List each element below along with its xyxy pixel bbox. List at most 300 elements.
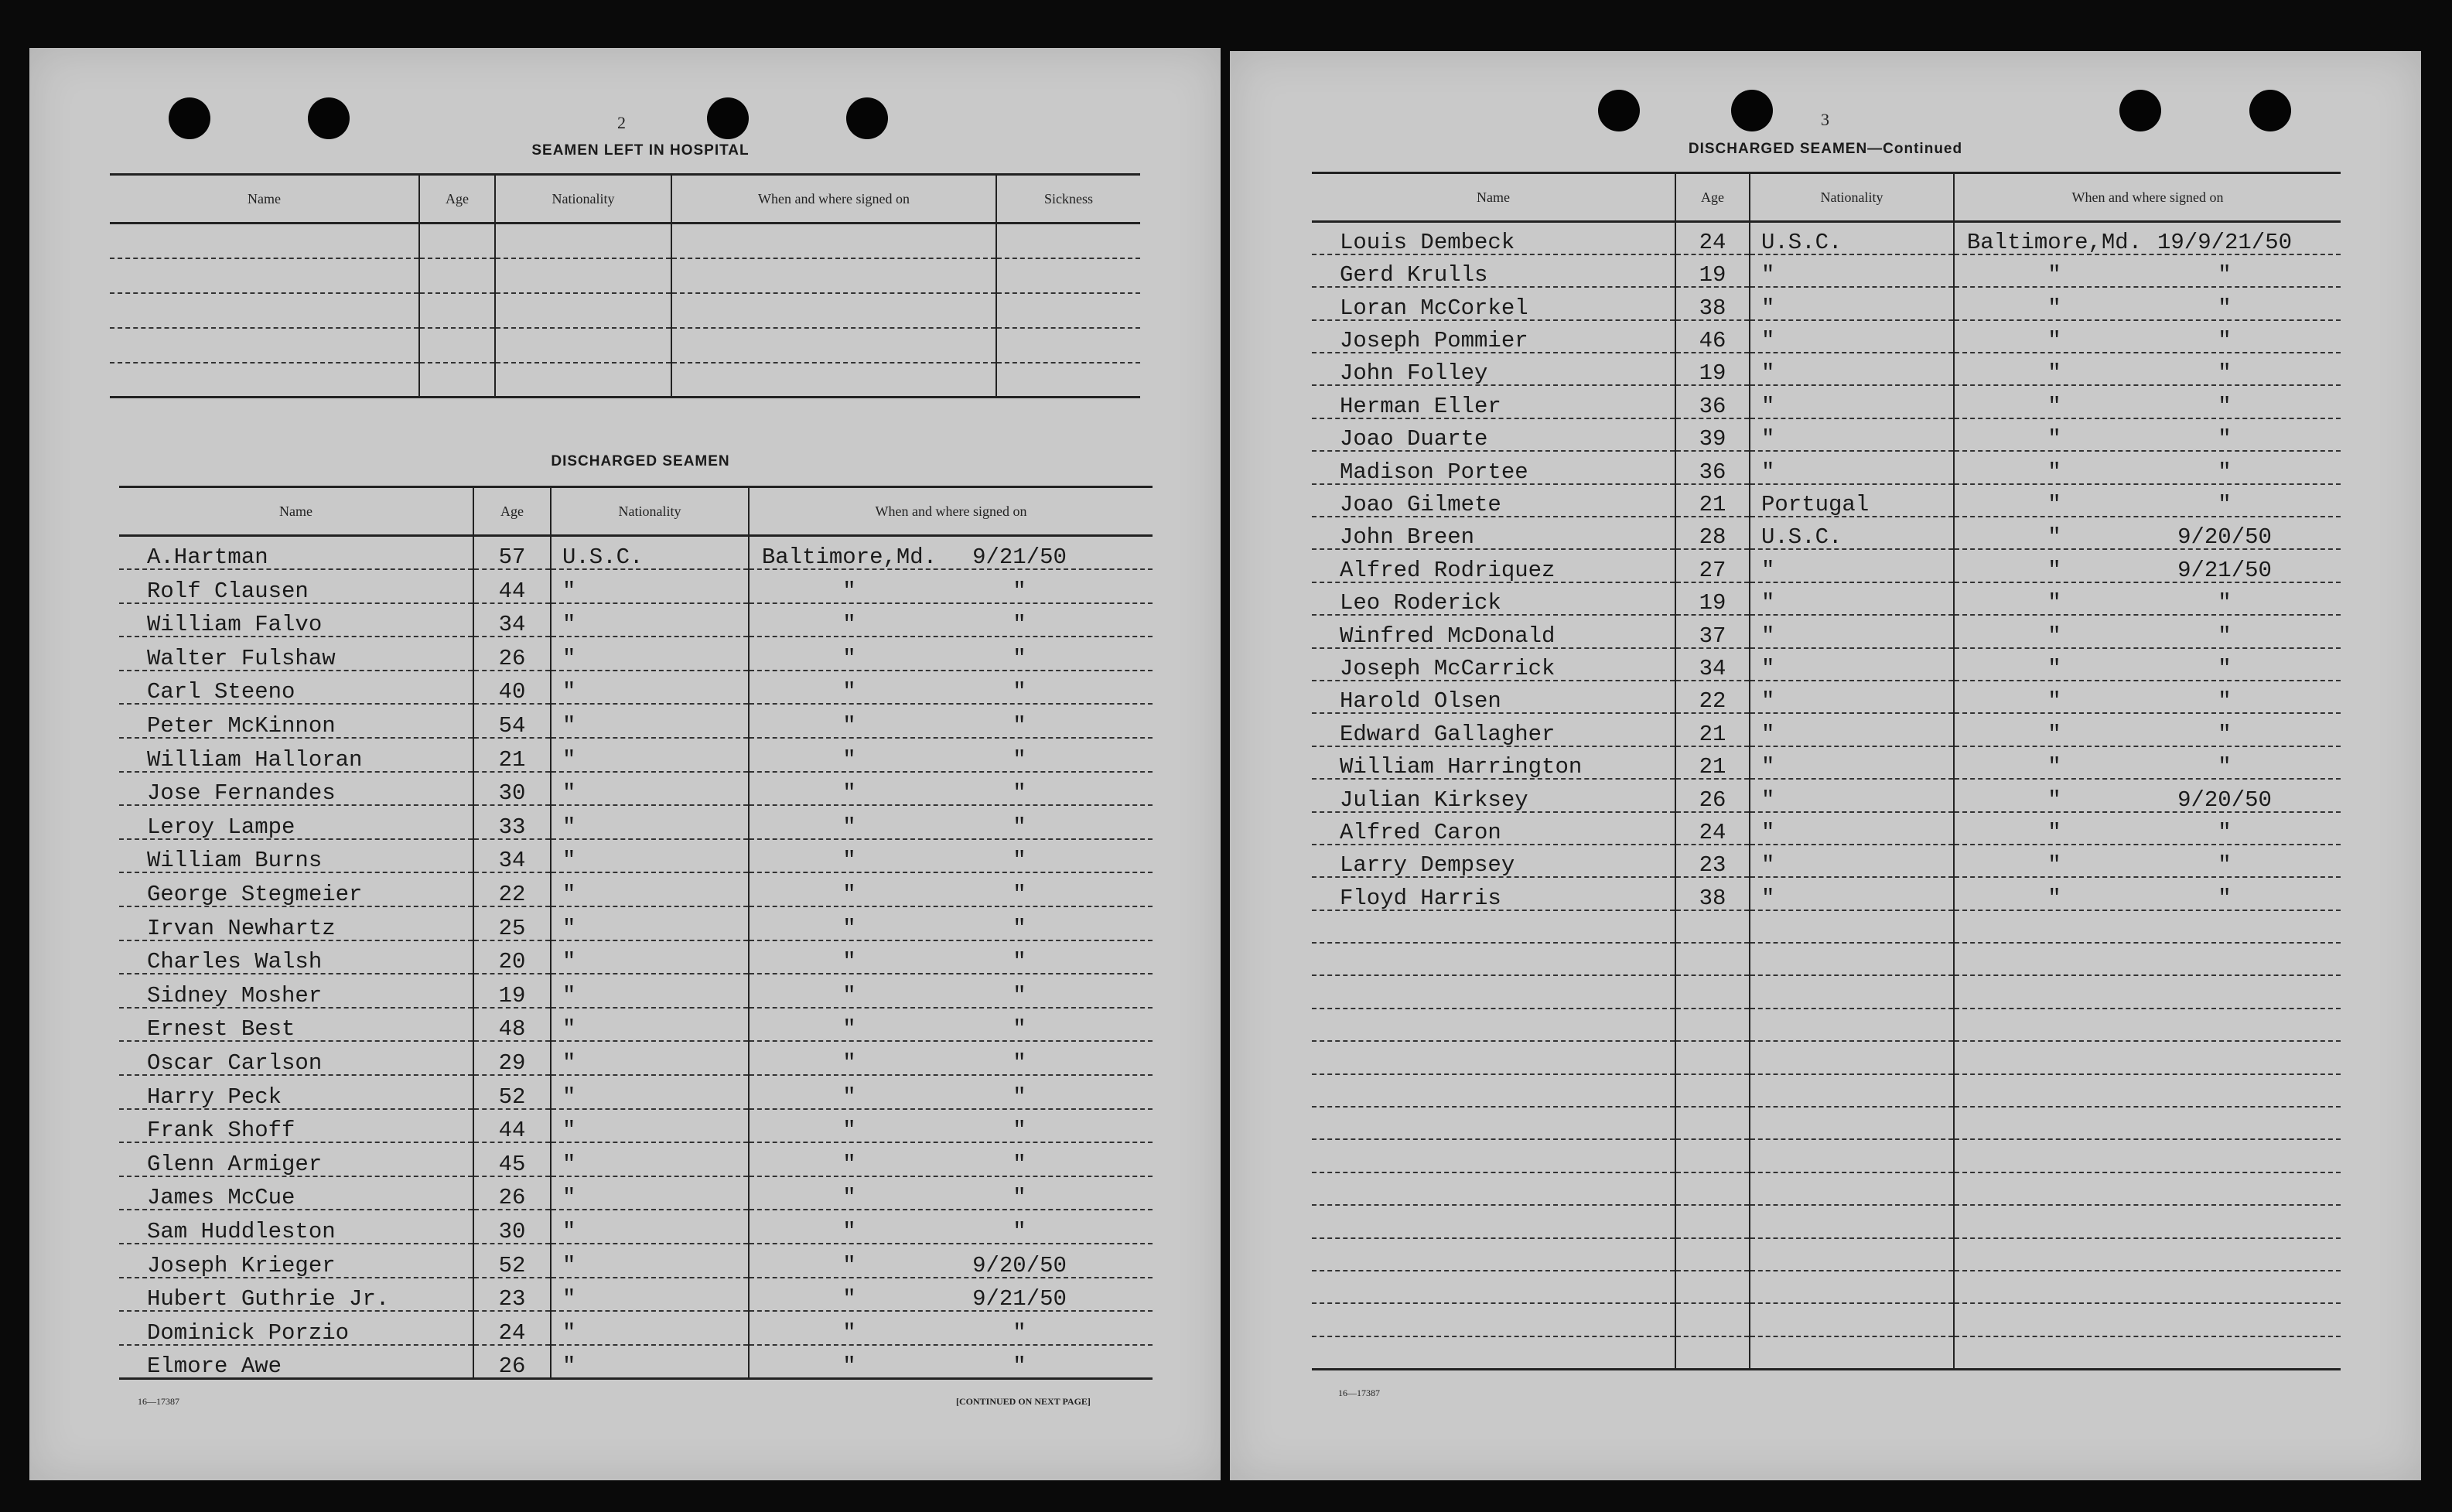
table-row xyxy=(1312,1107,2341,1139)
nationality-cell xyxy=(1750,648,1954,681)
name-text: Gerd Krulls xyxy=(1340,262,1488,288)
signed-on-date: " xyxy=(1013,949,1026,974)
page-number: 2 xyxy=(617,113,626,132)
name-cell xyxy=(1312,648,1675,681)
age-cell xyxy=(473,569,551,603)
signed-on-place: " xyxy=(842,1151,856,1176)
discharged-table xyxy=(119,486,1153,1380)
name-text: Dominick Porzio xyxy=(147,1319,350,1345)
nationality-text: " xyxy=(1761,557,1775,582)
column-header-sickness: Sickness xyxy=(996,175,1140,224)
table-row xyxy=(1312,1009,2341,1041)
nationality-text: " xyxy=(562,1118,576,1143)
age-cell xyxy=(1675,615,1750,647)
signed-on-place: " xyxy=(2047,492,2061,517)
signed-on-cell xyxy=(1954,943,2341,975)
table-row xyxy=(1312,517,2341,549)
nationality-cell xyxy=(551,738,749,772)
signed-on-place: " xyxy=(842,1118,856,1143)
nationality-text: " xyxy=(1761,262,1775,288)
nationality-cell xyxy=(1750,975,1954,1008)
nationality-text: " xyxy=(562,1252,576,1278)
page-number: 3 xyxy=(1821,110,1829,129)
signed-on-place: " xyxy=(2047,557,2061,582)
name-text: Loran McCorkel xyxy=(1340,295,1528,320)
nationality-cell xyxy=(1750,254,1954,287)
nationality-cell xyxy=(1750,353,1954,385)
nationality-cell xyxy=(1750,681,1954,713)
table-row xyxy=(1312,385,2341,418)
punch-hole xyxy=(707,97,749,139)
signed-on-place: " xyxy=(2047,623,2061,648)
name-cell xyxy=(119,1075,473,1109)
age-cell xyxy=(1675,1041,1750,1073)
age-text: 23 xyxy=(498,1286,526,1312)
column-header-name: Name xyxy=(1312,173,1675,222)
age-text: 26 xyxy=(1699,787,1726,812)
age-text: 30 xyxy=(498,1218,526,1244)
table-row xyxy=(1312,877,2341,910)
signed-on-cell xyxy=(749,1008,1153,1042)
signed-on-date: " xyxy=(2218,754,2232,780)
column-header-age: Age xyxy=(419,175,495,224)
nationality-cell xyxy=(1750,812,1954,845)
nationality-cell xyxy=(1750,418,1954,451)
signed-on-date: " xyxy=(1013,578,1026,603)
signed-on-place: " xyxy=(842,1185,856,1210)
signed-on-cell xyxy=(1954,254,2341,287)
column-header-nationality: Nationality xyxy=(551,487,749,536)
signed-on-place: " xyxy=(842,915,856,940)
name-cell xyxy=(1312,910,1675,943)
signed-on-cell xyxy=(749,1109,1153,1143)
nationality-text: U.S.C. xyxy=(1761,524,1842,550)
signed-on-place: " xyxy=(2047,688,2061,714)
name-cell xyxy=(1312,877,1675,910)
signed-on-place: Baltimore,Md. xyxy=(1966,229,2143,254)
nationality-cell xyxy=(551,704,749,738)
signed-on-cell xyxy=(1954,877,2341,910)
table-row xyxy=(1312,287,2341,319)
signed-on-cell xyxy=(1954,713,2341,746)
signed-on-date: " xyxy=(2218,328,2232,353)
signed-on-date: " xyxy=(2218,852,2232,878)
nationality-cell xyxy=(551,772,749,806)
name-text: Sam Huddleston xyxy=(147,1218,336,1244)
nationality-cell xyxy=(1750,746,1954,779)
nationality-cell xyxy=(1750,713,1954,746)
age-cell xyxy=(473,1311,551,1345)
name-text: James McCue xyxy=(147,1185,295,1210)
signed-on-date: " xyxy=(1013,645,1026,671)
signed-on-place: " xyxy=(842,1218,856,1244)
nationality-text: " xyxy=(562,1151,576,1176)
signed-on-date: " xyxy=(1013,814,1026,839)
signed-on-cell xyxy=(749,738,1153,772)
age-text: 38 xyxy=(1699,885,1726,910)
name-text: Rolf Clausen xyxy=(147,578,309,603)
name-cell xyxy=(1312,254,1675,287)
age-cell xyxy=(1675,877,1750,910)
signed-on-cell xyxy=(749,536,1153,570)
age-cell xyxy=(1675,1172,1750,1205)
signed-on-cell xyxy=(1954,648,2341,681)
signed-on-place: " xyxy=(2047,459,2061,484)
nationality-cell xyxy=(1750,1009,1954,1041)
nationality-cell xyxy=(1750,451,1954,483)
nationality-text: " xyxy=(1761,852,1775,878)
age-text: 19 xyxy=(1699,590,1726,616)
name-text: Harold Olsen xyxy=(1340,688,1501,714)
signed-on-place: Baltimore,Md. xyxy=(761,544,937,570)
name-cell xyxy=(119,1176,473,1210)
signed-on-cell xyxy=(1954,451,2341,483)
nationality-cell xyxy=(551,940,749,974)
age-cell xyxy=(1675,943,1750,975)
age-text: 28 xyxy=(1699,524,1726,550)
age-cell xyxy=(1675,320,1750,353)
table-row xyxy=(119,1008,1153,1042)
nationality-cell xyxy=(1750,1303,1954,1336)
discharged-continued-rows xyxy=(1312,222,2341,1370)
nationality-cell xyxy=(551,974,749,1008)
nationality-cell xyxy=(551,536,749,570)
age-text: 21 xyxy=(498,746,526,772)
name-cell xyxy=(119,1041,473,1075)
signed-on-place: " xyxy=(842,612,856,637)
age-text: 40 xyxy=(498,679,526,705)
table-row xyxy=(1312,1139,2341,1172)
table-row xyxy=(1312,1238,2341,1271)
nationality-cell xyxy=(1750,1139,1954,1172)
name-cell xyxy=(1312,779,1675,811)
signed-on-cell xyxy=(1954,549,2341,582)
age-text: 24 xyxy=(1699,819,1726,845)
name-cell xyxy=(1312,418,1675,451)
table-row xyxy=(1312,648,2341,681)
signed-on-place: " xyxy=(2047,721,2061,746)
age-cell xyxy=(473,1041,551,1075)
signed-on-place: " xyxy=(2047,524,2061,550)
age-cell xyxy=(1675,713,1750,746)
signed-on-date: " xyxy=(1013,1084,1026,1109)
age-cell xyxy=(473,940,551,974)
age-cell xyxy=(473,1075,551,1109)
signed-on-date: " xyxy=(2218,655,2232,681)
signed-on-place: " xyxy=(842,679,856,705)
age-cell xyxy=(473,1008,551,1042)
signed-on-date: " xyxy=(1013,1050,1026,1075)
nationality-text: " xyxy=(1761,885,1775,910)
table-row xyxy=(1312,254,2341,287)
name-text: William Harrington xyxy=(1340,754,1583,780)
table-row xyxy=(119,704,1153,738)
age-text: 19 xyxy=(1699,262,1726,288)
signed-on-cell xyxy=(1954,222,2341,254)
name-cell xyxy=(1312,681,1675,713)
signed-on-date: " xyxy=(1013,780,1026,806)
table-row xyxy=(119,671,1153,705)
nationality-text: " xyxy=(562,1016,576,1042)
discharged-continued-table xyxy=(1312,172,2341,1370)
signed-on-date: " xyxy=(1013,848,1026,873)
name-cell xyxy=(1312,385,1675,418)
signed-on-date: " xyxy=(1013,713,1026,739)
age-text: 22 xyxy=(1699,688,1726,714)
table-row xyxy=(119,1244,1153,1278)
punch-hole xyxy=(169,97,210,139)
signed-on-date: " xyxy=(1013,746,1026,772)
punch-hole xyxy=(1731,90,1773,131)
age-text: 57 xyxy=(498,544,526,570)
signed-on-cell xyxy=(749,772,1153,806)
table-row xyxy=(1312,1271,2341,1303)
signed-on-place: " xyxy=(2047,885,2061,910)
signed-on-cell xyxy=(1954,1107,2341,1139)
age-cell xyxy=(1675,287,1750,319)
age-text: 22 xyxy=(498,882,526,907)
signed-on-cell xyxy=(749,1244,1153,1278)
age-cell xyxy=(473,704,551,738)
age-text: 44 xyxy=(498,578,526,603)
nationality-cell xyxy=(1750,1074,1954,1107)
signed-on-cell xyxy=(749,906,1153,940)
signed-on-cell xyxy=(749,872,1153,906)
name-text: Carl Steeno xyxy=(147,679,295,705)
name-cell xyxy=(1312,451,1675,483)
name-cell xyxy=(119,872,473,906)
table-row xyxy=(1312,943,2341,975)
signed-on-date: " xyxy=(2218,688,2232,714)
signed-on-date: " xyxy=(2218,459,2232,484)
signed-on-date: 9/21/50 xyxy=(2177,557,2272,582)
name-cell xyxy=(119,637,473,671)
name-cell xyxy=(119,1345,473,1379)
name-text: John Folley xyxy=(1340,360,1488,386)
name-text: Charles Walsh xyxy=(147,949,323,974)
name-text: Louis Dembeck xyxy=(1340,229,1515,254)
signed-on-cell xyxy=(749,1210,1153,1244)
signed-on-place: " xyxy=(2047,819,2061,845)
signed-on-place: " xyxy=(842,949,856,974)
signed-on-date: " xyxy=(2218,721,2232,746)
nationality-text: " xyxy=(562,713,576,739)
name-cell xyxy=(1312,320,1675,353)
table-row xyxy=(1312,484,2341,517)
name-text: Joseph McCarrick xyxy=(1340,655,1556,681)
name-cell xyxy=(1312,1041,1675,1073)
signed-on-cell xyxy=(749,704,1153,738)
continued-note: [CONTINUED ON NEXT PAGE] xyxy=(956,1396,1091,1407)
signed-on-place: " xyxy=(2047,360,2061,386)
name-cell xyxy=(1312,1009,1675,1041)
name-cell xyxy=(1312,549,1675,582)
table-row xyxy=(119,1278,1153,1312)
nationality-cell xyxy=(551,872,749,906)
column-header-signed-on: When and where signed on xyxy=(1954,173,2341,222)
name-text: John Breen xyxy=(1340,524,1475,550)
nationality-cell xyxy=(551,671,749,705)
nationality-cell xyxy=(551,569,749,603)
age-text: 26 xyxy=(498,1353,526,1379)
age-cell xyxy=(1675,746,1750,779)
age-text: 21 xyxy=(1699,492,1726,517)
age-cell xyxy=(1675,549,1750,582)
signed-on-place: " xyxy=(842,1252,856,1278)
table-row xyxy=(1312,222,2341,254)
nationality-text: " xyxy=(562,746,576,772)
form-number: 16—17387 xyxy=(138,1396,179,1407)
nationality-text: " xyxy=(1761,721,1775,746)
punch-hole xyxy=(2249,90,2291,131)
age-cell xyxy=(473,805,551,839)
name-cell xyxy=(119,1278,473,1312)
name-text: Joao Duarte xyxy=(1340,426,1488,452)
signed-on-cell xyxy=(1954,1238,2341,1271)
signed-on-place: " xyxy=(842,780,856,806)
signed-on-place: " xyxy=(842,1084,856,1109)
name-text: Leo Roderick xyxy=(1340,590,1501,616)
signed-on-cell xyxy=(1954,1139,2341,1172)
hospital-heading: SEAMEN LEFT IN HOSPITAL xyxy=(531,142,750,159)
name-cell xyxy=(1312,1336,1675,1369)
age-cell xyxy=(1675,1271,1750,1303)
signed-on-cell xyxy=(749,569,1153,603)
name-text: Peter McKinnon xyxy=(147,713,336,739)
age-cell xyxy=(1675,1139,1750,1172)
nationality-text: " xyxy=(562,915,576,940)
punch-hole xyxy=(2119,90,2161,131)
age-text: 20 xyxy=(498,949,526,974)
age-cell xyxy=(473,1142,551,1176)
nationality-text: " xyxy=(1761,787,1775,812)
nationality-text: " xyxy=(562,1218,576,1244)
signed-on-place: " xyxy=(842,882,856,907)
hospital-table xyxy=(110,173,1140,398)
age-text: 34 xyxy=(498,848,526,873)
name-cell xyxy=(119,772,473,806)
signed-on-place: " xyxy=(842,713,856,739)
age-cell xyxy=(1675,582,1750,615)
age-cell xyxy=(473,1210,551,1244)
signed-on-cell xyxy=(1954,418,2341,451)
punch-hole xyxy=(1598,90,1640,131)
age-cell xyxy=(473,536,551,570)
age-cell xyxy=(1675,1009,1750,1041)
name-cell xyxy=(119,603,473,637)
table-row xyxy=(119,839,1153,873)
name-cell xyxy=(1312,713,1675,746)
name-text: William Falvo xyxy=(147,612,323,637)
nationality-cell xyxy=(551,1142,749,1176)
punch-hole xyxy=(308,97,350,139)
signed-on-date: 9/20/50 xyxy=(2177,787,2272,812)
signed-on-place: " xyxy=(842,1050,856,1075)
table-row xyxy=(119,1041,1153,1075)
age-text: 24 xyxy=(498,1319,526,1345)
signed-on-cell xyxy=(749,1278,1153,1312)
age-text: 45 xyxy=(498,1151,526,1176)
age-text: 26 xyxy=(498,645,526,671)
punch-hole xyxy=(846,97,888,139)
signed-on-place: " xyxy=(842,645,856,671)
nationality-cell xyxy=(1750,1238,1954,1271)
nationality-text: " xyxy=(562,1319,576,1345)
nationality-text: " xyxy=(1761,688,1775,714)
name-cell xyxy=(1312,353,1675,385)
name-cell xyxy=(119,1210,473,1244)
table-row xyxy=(119,738,1153,772)
name-text: Harry Peck xyxy=(147,1084,282,1109)
nationality-cell xyxy=(551,1109,749,1143)
name-text: Leroy Lampe xyxy=(147,814,295,839)
signed-on-date: 9/20/50 xyxy=(972,1252,1067,1278)
table-row xyxy=(1312,975,2341,1008)
table-row xyxy=(1312,1172,2341,1205)
name-text: Oscar Carlson xyxy=(147,1050,323,1075)
signed-on-date: " xyxy=(1013,1185,1026,1210)
table-row xyxy=(119,1109,1153,1143)
column-header-name: Name xyxy=(110,175,419,224)
name-text: William Burns xyxy=(147,848,323,873)
name-text: Alfred Rodriquez xyxy=(1340,557,1556,582)
nationality-text: " xyxy=(562,982,576,1008)
table-row xyxy=(119,805,1153,839)
table-row xyxy=(119,906,1153,940)
column-header-nationality: Nationality xyxy=(495,175,671,224)
signed-on-date: " xyxy=(1013,982,1026,1008)
table-row xyxy=(1312,746,2341,779)
name-cell xyxy=(1312,845,1675,877)
name-cell xyxy=(1312,1303,1675,1336)
age-cell xyxy=(1675,451,1750,483)
age-cell xyxy=(473,872,551,906)
nationality-cell xyxy=(1750,1271,1954,1303)
table-row xyxy=(119,637,1153,671)
table-row xyxy=(1312,615,2341,647)
name-cell xyxy=(1312,615,1675,647)
name-cell xyxy=(1312,1238,1675,1271)
nationality-text: U.S.C. xyxy=(1761,229,1842,254)
nationality-cell xyxy=(1750,1205,1954,1237)
name-cell xyxy=(119,974,473,1008)
name-cell xyxy=(119,569,473,603)
signed-on-place: " xyxy=(2047,655,2061,681)
signed-on-date: " xyxy=(1013,915,1026,940)
signed-on-cell xyxy=(749,805,1153,839)
age-cell xyxy=(1675,1303,1750,1336)
signed-on-place: " xyxy=(2047,787,2061,812)
nationality-text: " xyxy=(562,814,576,839)
age-cell xyxy=(1675,484,1750,517)
nationality-cell xyxy=(1750,582,1954,615)
name-text: Joseph Pommier xyxy=(1340,328,1528,353)
nationality-text: Portugal xyxy=(1761,492,1870,517)
name-cell xyxy=(1312,1107,1675,1139)
table-row xyxy=(1312,713,2341,746)
nationality-text: " xyxy=(1761,754,1775,780)
signed-on-place: " xyxy=(2047,852,2061,878)
signed-on-date: " xyxy=(2218,819,2232,845)
nationality-cell xyxy=(551,839,749,873)
age-text: 52 xyxy=(498,1252,526,1278)
nationality-cell xyxy=(551,1008,749,1042)
column-header-signed-on: When and where signed on xyxy=(671,175,996,224)
name-cell xyxy=(119,940,473,974)
age-cell xyxy=(473,1278,551,1312)
nationality-text: " xyxy=(562,848,576,873)
nationality-cell xyxy=(1750,1336,1954,1369)
